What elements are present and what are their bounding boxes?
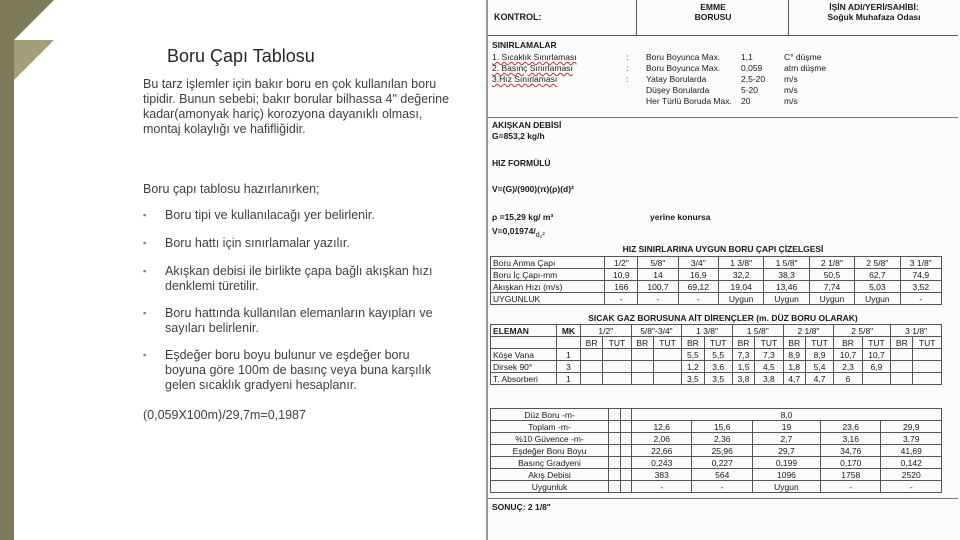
table-header-cell: BR xyxy=(631,337,653,349)
table-cell: 50,5 xyxy=(809,269,854,281)
table-cell xyxy=(620,445,632,457)
table-cell: 0,170 xyxy=(821,457,881,469)
table-cell: 564 xyxy=(692,469,752,481)
table-cell xyxy=(620,469,632,481)
table-cell: 0,227 xyxy=(692,457,752,469)
table-cell: 22,66 xyxy=(632,445,692,457)
table2-caption: SICAK GAZ BORUSUNA AİT DİRENÇLER (m. DÜZ BORU OLARAK) xyxy=(588,313,858,323)
limit-value: 1,1 xyxy=(741,52,753,62)
resistance-table xyxy=(490,324,942,385)
table-header-cell: TUT xyxy=(805,337,833,349)
table-cell xyxy=(631,349,653,361)
table-cell: 10,7 xyxy=(834,349,862,361)
table-cell: T. Absorberi xyxy=(491,373,557,385)
table-cell: 3,5 xyxy=(704,373,732,385)
table-header-cell: 1 3/8" xyxy=(718,257,763,269)
table-header-cell: 1 3/8" xyxy=(682,325,733,337)
rho-note: yerine konursa xyxy=(650,212,711,222)
limit-label: 2. Basınç Sınırlaması xyxy=(492,63,573,73)
calculation-sheet xyxy=(486,0,960,540)
table-cell: 2,06 xyxy=(632,433,692,445)
limits-title: SINIRLAMALAR xyxy=(492,40,557,50)
result-table xyxy=(490,408,942,493)
table-cell xyxy=(891,373,913,385)
table-cell: 1,2 xyxy=(682,361,704,373)
table-cell xyxy=(913,373,942,385)
table-cell: 10,9 xyxy=(605,269,638,281)
table-cell: 29,9 xyxy=(881,421,942,433)
table-cell xyxy=(556,337,580,349)
table-subheader-row xyxy=(491,337,942,349)
table-cell: 2520 xyxy=(881,469,942,481)
table-cell xyxy=(631,361,653,373)
table-cell: 1758 xyxy=(821,469,881,481)
table-cell xyxy=(609,421,621,433)
flow-value: G=853,2 kg/h xyxy=(492,131,545,141)
table-cell: 10,7 xyxy=(862,349,890,361)
table-cell: Uygun xyxy=(764,293,809,305)
limit-desc: Boru Boyunca Max. xyxy=(646,63,721,73)
table-header-cell: 3 1/8" xyxy=(900,257,941,269)
table-row xyxy=(491,293,942,305)
table-header-cell: 3 1/8" xyxy=(891,325,942,337)
limit-colon: : xyxy=(626,74,629,84)
row-label: Toplam -m- xyxy=(491,421,609,433)
slide-title: Boru Çapı Tablosu xyxy=(167,46,315,66)
limit-colon: : xyxy=(626,63,629,73)
limit-colon: : xyxy=(626,52,629,62)
table-cell xyxy=(609,445,621,457)
table-header-cell: 2 1/8" xyxy=(783,325,834,337)
table-header-cell: Boru Anma Çapı xyxy=(491,257,605,269)
table-row xyxy=(491,269,942,281)
table-cell: - xyxy=(638,293,678,305)
table-cell xyxy=(913,361,942,373)
table-header-cell: BR xyxy=(891,337,913,349)
table-row xyxy=(491,373,942,385)
list-intro: Boru çapı tablosu hazırlanırken; xyxy=(143,182,320,196)
table-row xyxy=(491,469,942,481)
table-cell: 8,9 xyxy=(805,349,833,361)
table-cell: 74,9 xyxy=(900,269,941,281)
table-cell xyxy=(609,469,621,481)
table-cell: 1096 xyxy=(752,469,820,481)
table-cell xyxy=(603,361,631,373)
table-cell: 3,8 xyxy=(755,373,783,385)
bullet-item: ▪ Boru hattında kullanılan elemanların kayıpları ve sayıları belirlenir. xyxy=(143,306,433,335)
table-cell: Köşe Vana xyxy=(491,349,557,361)
table-header-cell: 1 5/8" xyxy=(764,257,809,269)
table-cell: 166 xyxy=(605,281,638,293)
table-cell: 7,74 xyxy=(809,281,854,293)
table-cell: Uygun xyxy=(855,293,900,305)
row-label: Eşdeğer Boru Boyu xyxy=(491,445,609,457)
speed-formula: V=(G)/(900)(π)(ρ)(d)² xyxy=(492,184,574,194)
table-cell xyxy=(609,433,621,445)
table-cell: 0,199 xyxy=(752,457,820,469)
table-cell: - xyxy=(821,481,881,493)
table-cell xyxy=(580,361,602,373)
v-result: $V=0,01974/_{d_2^2}$ xyxy=(492,226,545,239)
limit-unit: m/s xyxy=(784,96,798,106)
table-cell: 32,2 xyxy=(718,269,763,281)
row-label: Uygunluk xyxy=(491,481,609,493)
table-cell: 25,96 xyxy=(692,445,752,457)
bullet-icon: ▪ xyxy=(143,350,147,360)
bullet-icon: ▪ xyxy=(143,266,147,276)
table-cell: 4,7 xyxy=(805,373,833,385)
limit-desc: Her Türlü Boruda Max. xyxy=(646,96,732,106)
table-cell xyxy=(620,433,632,445)
table-header-cell: 1/2" xyxy=(580,325,631,337)
table-cell xyxy=(580,349,602,361)
limit-value: 20 xyxy=(741,96,751,106)
row-label: Basınç Gradyeni xyxy=(491,457,609,469)
table-cell xyxy=(620,409,632,421)
bullet-item: ▪ Eşdeğer boru boyu bulunur ve eşdeğer boru boyuna göre 100m de basınç veya buna karşılık gelen sıcaklık gradyeni hesaplanır. xyxy=(143,348,432,392)
table-cell: Uygun xyxy=(718,293,763,305)
table-cell: - xyxy=(678,293,718,305)
limit-label: 1. Sıcaklık Sınırlaması xyxy=(492,52,577,62)
table-header-row xyxy=(491,325,942,337)
table-row xyxy=(491,433,942,445)
table-cell: UYGUNLUK xyxy=(491,293,605,305)
table-cell: Uygun xyxy=(752,481,820,493)
table-cell: 6,9 xyxy=(862,361,890,373)
table-cell: 15,6 xyxy=(692,421,752,433)
table-row xyxy=(491,349,942,361)
bullet-item: ▪ Akışkan debisi ile birlikte çapa bağlı akışkan hızı denklemi türetilir. xyxy=(143,264,433,293)
left-accent-stripe xyxy=(0,0,14,540)
limit-unit: C° düşme xyxy=(784,52,822,62)
table-cell: 2,7 xyxy=(752,433,820,445)
table-cell: 1,8 xyxy=(783,361,805,373)
table-cell xyxy=(609,457,621,469)
intro-paragraph: Bu tarz işlemler için bakır boru en çok kullanılan boru tipidir. Bunun sebebi; bakır borular bilhassa 4" değerine kadar(amonyak hariç) korozyona dayanıklı olması, montaj kolaylığı ve hafifliğidir. xyxy=(143,77,450,136)
table-cell: Akışkan Hızı (m/s) xyxy=(491,281,605,293)
table-row xyxy=(491,481,942,493)
table-cell: Boru İç Çapı-mm xyxy=(491,269,605,281)
table-cell: 0,142 xyxy=(881,457,942,469)
table-cell xyxy=(580,373,602,385)
table-header-cell: BR xyxy=(834,337,862,349)
flow-title: AKIŞKAN DEBİSİ xyxy=(492,120,562,130)
limit-label: 3.Hız Sınırlaması xyxy=(492,74,558,84)
rho-value: ρ =15,29 kg/ m³ xyxy=(492,212,554,222)
row-label: Akış Debisi xyxy=(491,469,609,481)
table-cell: 3,52 xyxy=(900,281,941,293)
table-header-cell: 3/4" xyxy=(678,257,718,269)
bullet-icon: ▪ xyxy=(143,210,147,220)
table-cell xyxy=(603,373,631,385)
table-header-cell: 2 1/8" xyxy=(809,257,854,269)
table-cell: 7,3 xyxy=(755,349,783,361)
table-header-cell: MK xyxy=(556,325,580,337)
table-cell: 13,46 xyxy=(764,281,809,293)
table-row xyxy=(491,361,942,373)
bullet-item: ▪ Boru hattı için sınırlamalar yazılır. xyxy=(143,236,350,250)
table-header-cell: 2 5/8" xyxy=(855,257,900,269)
table-cell: 383 xyxy=(632,469,692,481)
table-cell xyxy=(653,361,681,373)
table-cell xyxy=(862,373,890,385)
row-label: %10 Güvence -m- xyxy=(491,433,609,445)
table-cell xyxy=(653,349,681,361)
table-row xyxy=(491,409,942,421)
table-cell xyxy=(891,349,913,361)
table-cell: 38,3 xyxy=(764,269,809,281)
limit-value: 0,059 xyxy=(741,63,763,73)
table-cell: 4,5 xyxy=(755,361,783,373)
limit-desc: Boru Boyunca Max. xyxy=(646,52,721,62)
table-cell: 0,243 xyxy=(632,457,692,469)
limit-desc: Yatay Borularda xyxy=(646,74,707,84)
table-row xyxy=(491,457,942,469)
table-cell xyxy=(609,409,621,421)
table-cell: 19 xyxy=(752,421,820,433)
table-cell: 12,6 xyxy=(632,421,692,433)
table-cell: 16,9 xyxy=(678,269,718,281)
table-cell: 5,5 xyxy=(704,349,732,361)
table-cell xyxy=(609,481,621,493)
bullet-item: ▪ Boru tipi ve kullanılacağı yer belirlenir. xyxy=(143,208,375,222)
table-header-cell: TUT xyxy=(755,337,783,349)
speed-table xyxy=(490,256,942,305)
table-header-cell: TUT xyxy=(913,337,942,349)
pipe-type: EMME BORUSU xyxy=(694,2,732,22)
table-cell: 23,6 xyxy=(821,421,881,433)
table-cell: 3 xyxy=(556,361,580,373)
table-row xyxy=(491,421,942,433)
table-header-cell: TUT xyxy=(653,337,681,349)
table-row xyxy=(491,281,942,293)
table-cell: Dirsek 90° xyxy=(491,361,557,373)
row-label: Düz Boru -m- xyxy=(491,409,609,421)
accent-triangle xyxy=(14,0,54,40)
limit-unit: m/s xyxy=(784,74,798,84)
bullet-icon: ▪ xyxy=(143,308,147,318)
table-header-cell: 1/2" xyxy=(605,257,638,269)
table-cell: 1 xyxy=(556,349,580,361)
table-header-row xyxy=(491,257,942,269)
sheet-header xyxy=(488,0,958,36)
table-cell xyxy=(653,373,681,385)
table-cell xyxy=(491,337,557,349)
table-cell: 14 xyxy=(638,269,678,281)
table-cell: 3,79 xyxy=(881,433,942,445)
table-cell: 2,36 xyxy=(692,433,752,445)
table1-caption: HIZ SINIRLARINA UYGUN BORU ÇAPI ÇİZELGESİ xyxy=(622,244,824,254)
table-cell xyxy=(913,349,942,361)
table-header-cell: BR xyxy=(732,337,754,349)
table-header-cell: 2 5/8" xyxy=(834,325,891,337)
table-cell: 8,9 xyxy=(783,349,805,361)
table-cell: 5,03 xyxy=(855,281,900,293)
table-cell: 1 xyxy=(556,373,580,385)
table-cell: 29,7 xyxy=(752,445,820,457)
gradient-formula: (0,059X100m)/29,7m=0,1987 xyxy=(143,408,306,422)
table-cell xyxy=(620,481,632,493)
table-cell: 100,7 xyxy=(638,281,678,293)
table-header-cell: BR xyxy=(783,337,805,349)
table-cell: 3,16 xyxy=(821,433,881,445)
table-header-cell: 5/8" xyxy=(638,257,678,269)
table-cell: 5,4 xyxy=(805,361,833,373)
control-label: KONTROL: xyxy=(494,12,542,22)
table-cell: 6 xyxy=(834,373,862,385)
limit-desc: Düşey Borularda xyxy=(646,85,710,95)
table-cell: 1,5 xyxy=(732,361,754,373)
table-cell: 69,12 xyxy=(678,281,718,293)
table-header-cell: TUT xyxy=(603,337,631,349)
table-header-cell: ELEMAN xyxy=(491,325,557,337)
table-cell: - xyxy=(632,481,692,493)
limit-value: 5-20 xyxy=(741,85,759,95)
table-cell: 3,6 xyxy=(704,361,732,373)
table-cell xyxy=(620,421,632,433)
result: SONUÇ: 2 1/8" xyxy=(492,502,551,512)
table-header-cell: BR xyxy=(580,337,602,349)
table-header-cell: BR xyxy=(682,337,704,349)
table-cell: 34,76 xyxy=(821,445,881,457)
table-cell: 62,7 xyxy=(855,269,900,281)
table-cell xyxy=(891,361,913,373)
accent-triangle-light xyxy=(14,40,54,80)
table-header-cell: 1 5/8" xyxy=(732,325,783,337)
table-cell: Uygun xyxy=(809,293,854,305)
table-cell xyxy=(603,349,631,361)
table-cell: 3,8 xyxy=(732,373,754,385)
table-header-cell: TUT xyxy=(704,337,732,349)
table-cell: - xyxy=(900,293,941,305)
job-info: İŞİN ADI/YERİ/SAHİBİ: Soğuk Muhafaza Odası xyxy=(827,2,921,22)
speed-title: HIZ FORMÜLÜ xyxy=(492,158,551,168)
bullet-list xyxy=(143,206,453,393)
table-cell: 4,7 xyxy=(783,373,805,385)
table-cell: 41,69 xyxy=(881,445,942,457)
table-cell: 19,04 xyxy=(718,281,763,293)
table-cell: 3,5 xyxy=(682,373,704,385)
limit-unit: m/s xyxy=(784,85,798,95)
table-cell xyxy=(620,457,632,469)
bullet-icon: ▪ xyxy=(143,238,147,248)
table-cell: - xyxy=(692,481,752,493)
table-cell: - xyxy=(605,293,638,305)
table-cell: 5,5 xyxy=(682,349,704,361)
table-header-cell: 5/8"-3/4" xyxy=(631,325,682,337)
table-cell: 2,3 xyxy=(834,361,862,373)
table-cell: 8,0 xyxy=(632,409,942,421)
table-header-cell: TUT xyxy=(862,337,890,349)
table-row xyxy=(491,445,942,457)
table-cell: 7,3 xyxy=(732,349,754,361)
table-cell xyxy=(631,373,653,385)
limit-value: 2,5-20 xyxy=(741,74,766,84)
limit-unit: atm düşme xyxy=(784,63,827,73)
table-cell: - xyxy=(881,481,942,493)
